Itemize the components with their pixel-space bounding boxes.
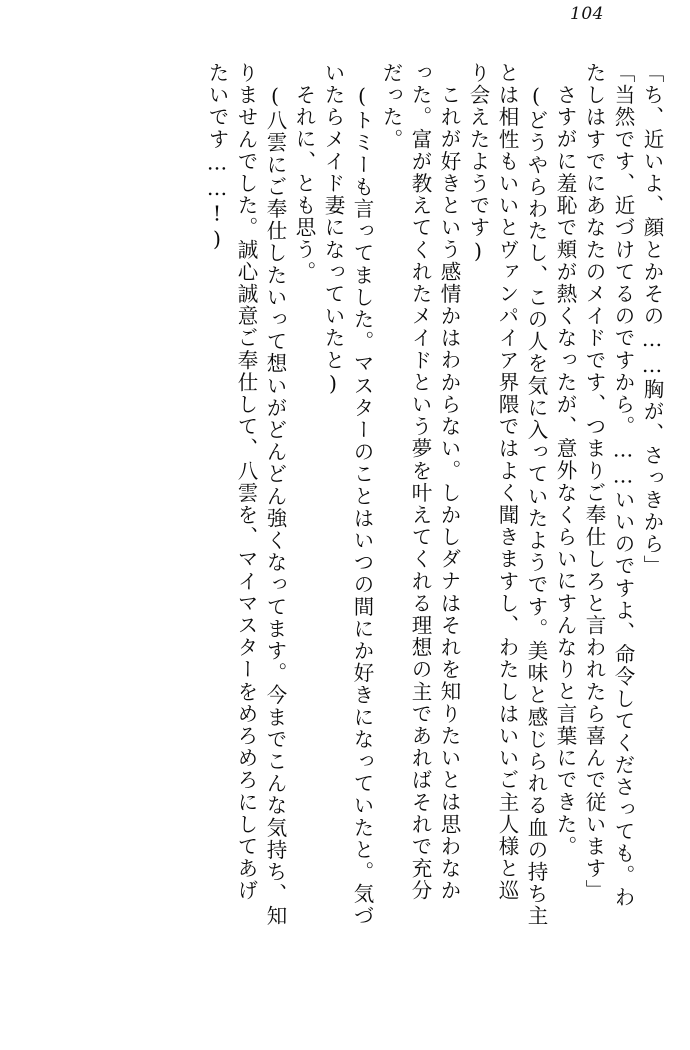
text-line: それに、とも思う。 <box>292 84 316 283</box>
text-line: った。富が教えてくれたメイドという夢を叶えてくれる理想の主であればそれで充分 <box>408 62 432 902</box>
page-number: 104 <box>570 4 604 24</box>
text-line: (八雲にご奉仕したいって想いがどんどん強くなってます。今までこんな気持ち、知 <box>263 84 287 928</box>
text-line: (どうやらわたし、この人を気に入っていたようです。美味と感じられる血の持ち主 <box>524 84 548 928</box>
text-line: り会えたようです) <box>466 62 490 265</box>
text-line: りませんでした。誠心誠意ご奉仕して、八雲を、マイマスターをめろめろにしてあげ <box>234 62 258 902</box>
text-line: だった。 <box>379 62 403 151</box>
text-line: さすがに羞恥で頬が熱くなったが、意外なくらいにすんなりと言葉にできた。 <box>553 84 577 858</box>
text-line: (トミーも言ってました。マスターのことはいつの間にか好きになっていたと。気づ <box>350 84 374 928</box>
text-line: たいです……!) <box>205 62 229 253</box>
vertical-text-body <box>56 62 666 1017</box>
text-line: いたらメイド妻になっていたと) <box>321 62 345 397</box>
text-line: とは相性もいいとヴァンパイア界隈ではよく聞きますし、わたしはいいご主人様と巡 <box>495 62 519 902</box>
text-line: 「ち、近いよ、顔とかその……胸が、さっきから」 <box>640 62 664 578</box>
text-line: これが好きという感情かはわからない。しかしダナはそれを知りたいとは思わなか <box>437 84 461 902</box>
text-line: 「当然です、近づけてるのですから。……いいのですよ、命令してくださっても。わ <box>611 62 635 909</box>
text-line: たしはすでにあなたのメイドです、つまりご奉仕しろと言われたら喜んで従います」 <box>582 62 606 902</box>
